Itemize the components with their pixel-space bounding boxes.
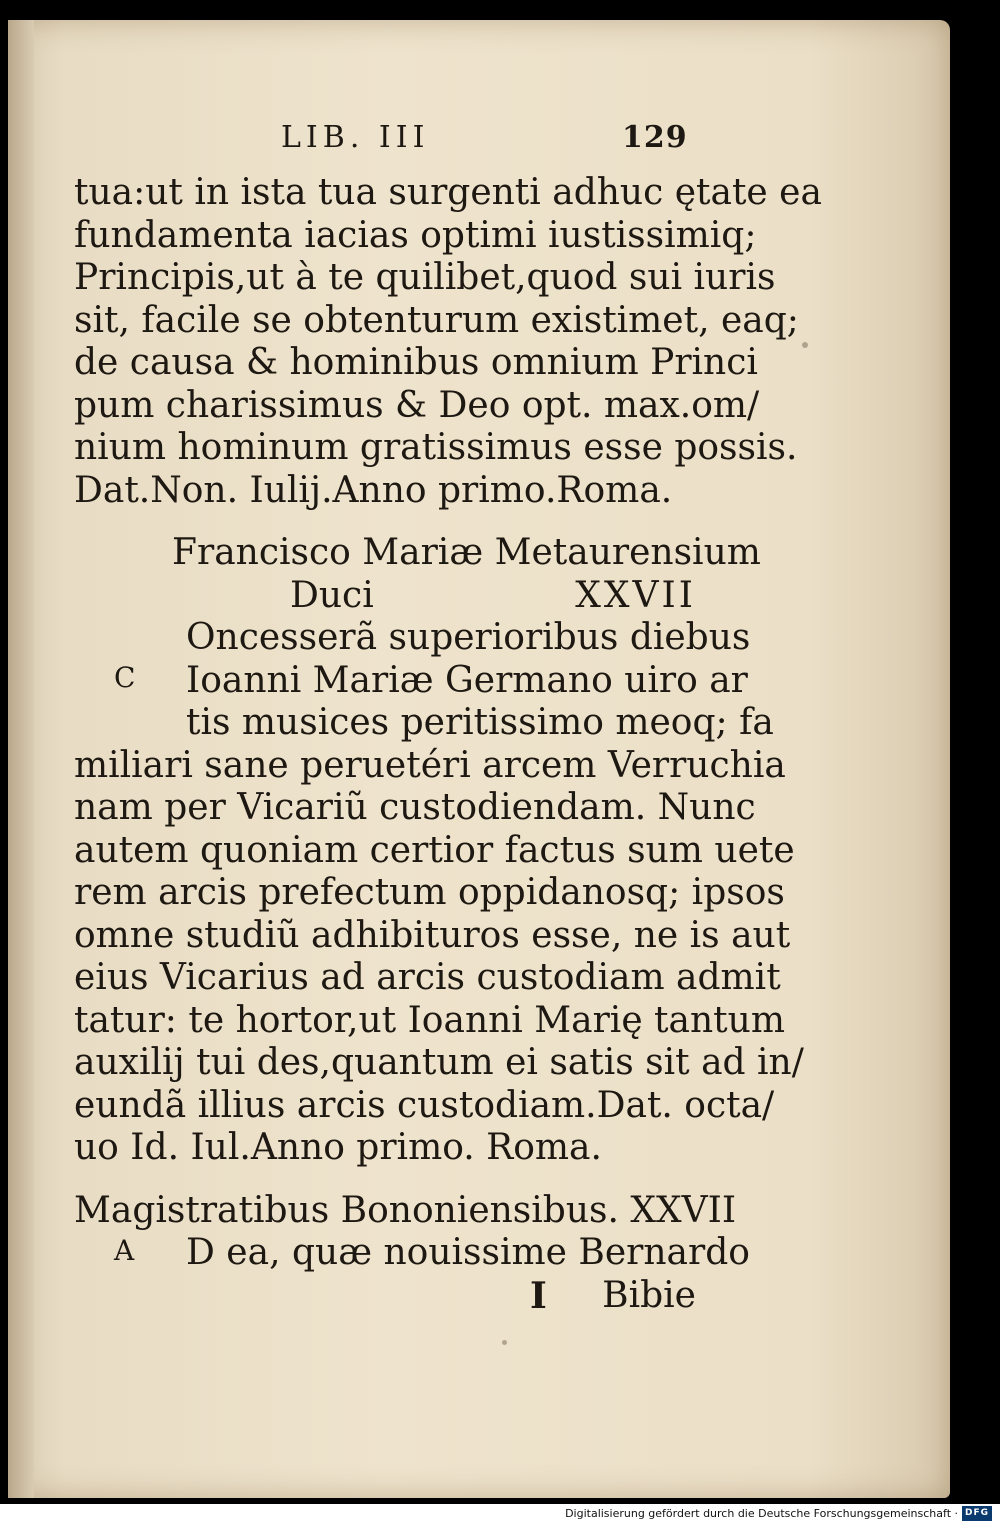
catchword-line	[74, 1275, 696, 1318]
paper-speck	[802, 342, 808, 348]
text-line: D ea, quæ nouissime Bernardo	[186, 1232, 750, 1273]
page-header	[8, 120, 950, 160]
letter-heading: Francisco Mariæ Metaurensium	[172, 532, 761, 573]
text-line: tis musices peritissimo meoq; fa	[186, 702, 774, 743]
letter-heading-word: Duci	[290, 574, 374, 616]
text-line: sit, facile se obtenturum existimet, eaq;	[74, 299, 799, 341]
drop-initial: A	[114, 1234, 135, 1267]
text-line: de causa & hominibus omnium Princi	[74, 342, 758, 383]
page-gutter	[8, 20, 34, 1498]
text-line: autem quoniam certior factus sum uete	[74, 829, 795, 871]
text-line: auxilij tui des,quantum ei satis sit ad in/	[74, 1042, 804, 1083]
drop-initial: C	[114, 661, 136, 694]
text-line: Principis,ut à te quilibet,quod sui iuris	[74, 257, 776, 298]
letter-heading: Magistratibus Bononiensibus. XXVII	[74, 1189, 737, 1231]
text-line: omne studiũ adhibituros esse, ne is aut	[74, 914, 791, 956]
dfg-logo-icon: DFG	[962, 1506, 992, 1521]
text-line: tua:ut in ista tua surgenti adhuc ętate ea	[74, 172, 822, 213]
book-page	[8, 20, 950, 1498]
page-text	[74, 172, 822, 1317]
paragraph-1	[74, 172, 822, 512]
letter-27	[74, 532, 804, 1170]
text-line: Dat.Non. Iulij.Anno primo.Roma.	[74, 469, 673, 511]
text-line: nium hominum gratissimus esse possis.	[74, 427, 798, 468]
page-number: 129	[622, 120, 688, 155]
text-line: Oncesserã superioribus diebus	[186, 617, 751, 658]
running-head: LIB. III	[281, 120, 430, 155]
text-line: nam per Vicariũ custodiendam. Nunc	[74, 787, 756, 828]
signature-mark: I	[530, 1274, 547, 1317]
initial-block	[74, 617, 774, 745]
text-line: uo Id. Iul.Anno primo. Roma.	[74, 1127, 602, 1168]
text-line: miliari sane peruetéri arcem Verruchia	[74, 744, 786, 786]
text-line: tatur: te hortor,ut Ioanni Marię tantum	[74, 999, 785, 1041]
initial-block	[74, 1232, 750, 1275]
text-line: Ioanni Mariæ Germano uiro ar	[186, 659, 748, 701]
text-line: rem arcis prefectum oppidanosq; ipsos	[74, 872, 785, 913]
catchword: Bibie	[602, 1274, 696, 1316]
text-line: pum charissimus & Deo opt. max.om/	[74, 384, 760, 426]
text-line: eundã illius arcis custodiam.Dat. octa/	[74, 1084, 775, 1126]
text-line: fundamenta iacias optimi iustissimiq;	[74, 214, 757, 256]
paper-speck	[502, 1340, 507, 1345]
letter-heading-line-2	[74, 575, 696, 618]
letter-28	[74, 1189, 750, 1318]
footer-bar	[0, 1504, 1000, 1524]
text-line: eius Vicarius ad arcis custodiam admit	[74, 957, 781, 998]
letter-number: XXVII	[575, 574, 696, 616]
funding-credit: Digitalisierung gefördert durch die Deutsche Forschungsgemeinschaft ·	[565, 1507, 958, 1520]
